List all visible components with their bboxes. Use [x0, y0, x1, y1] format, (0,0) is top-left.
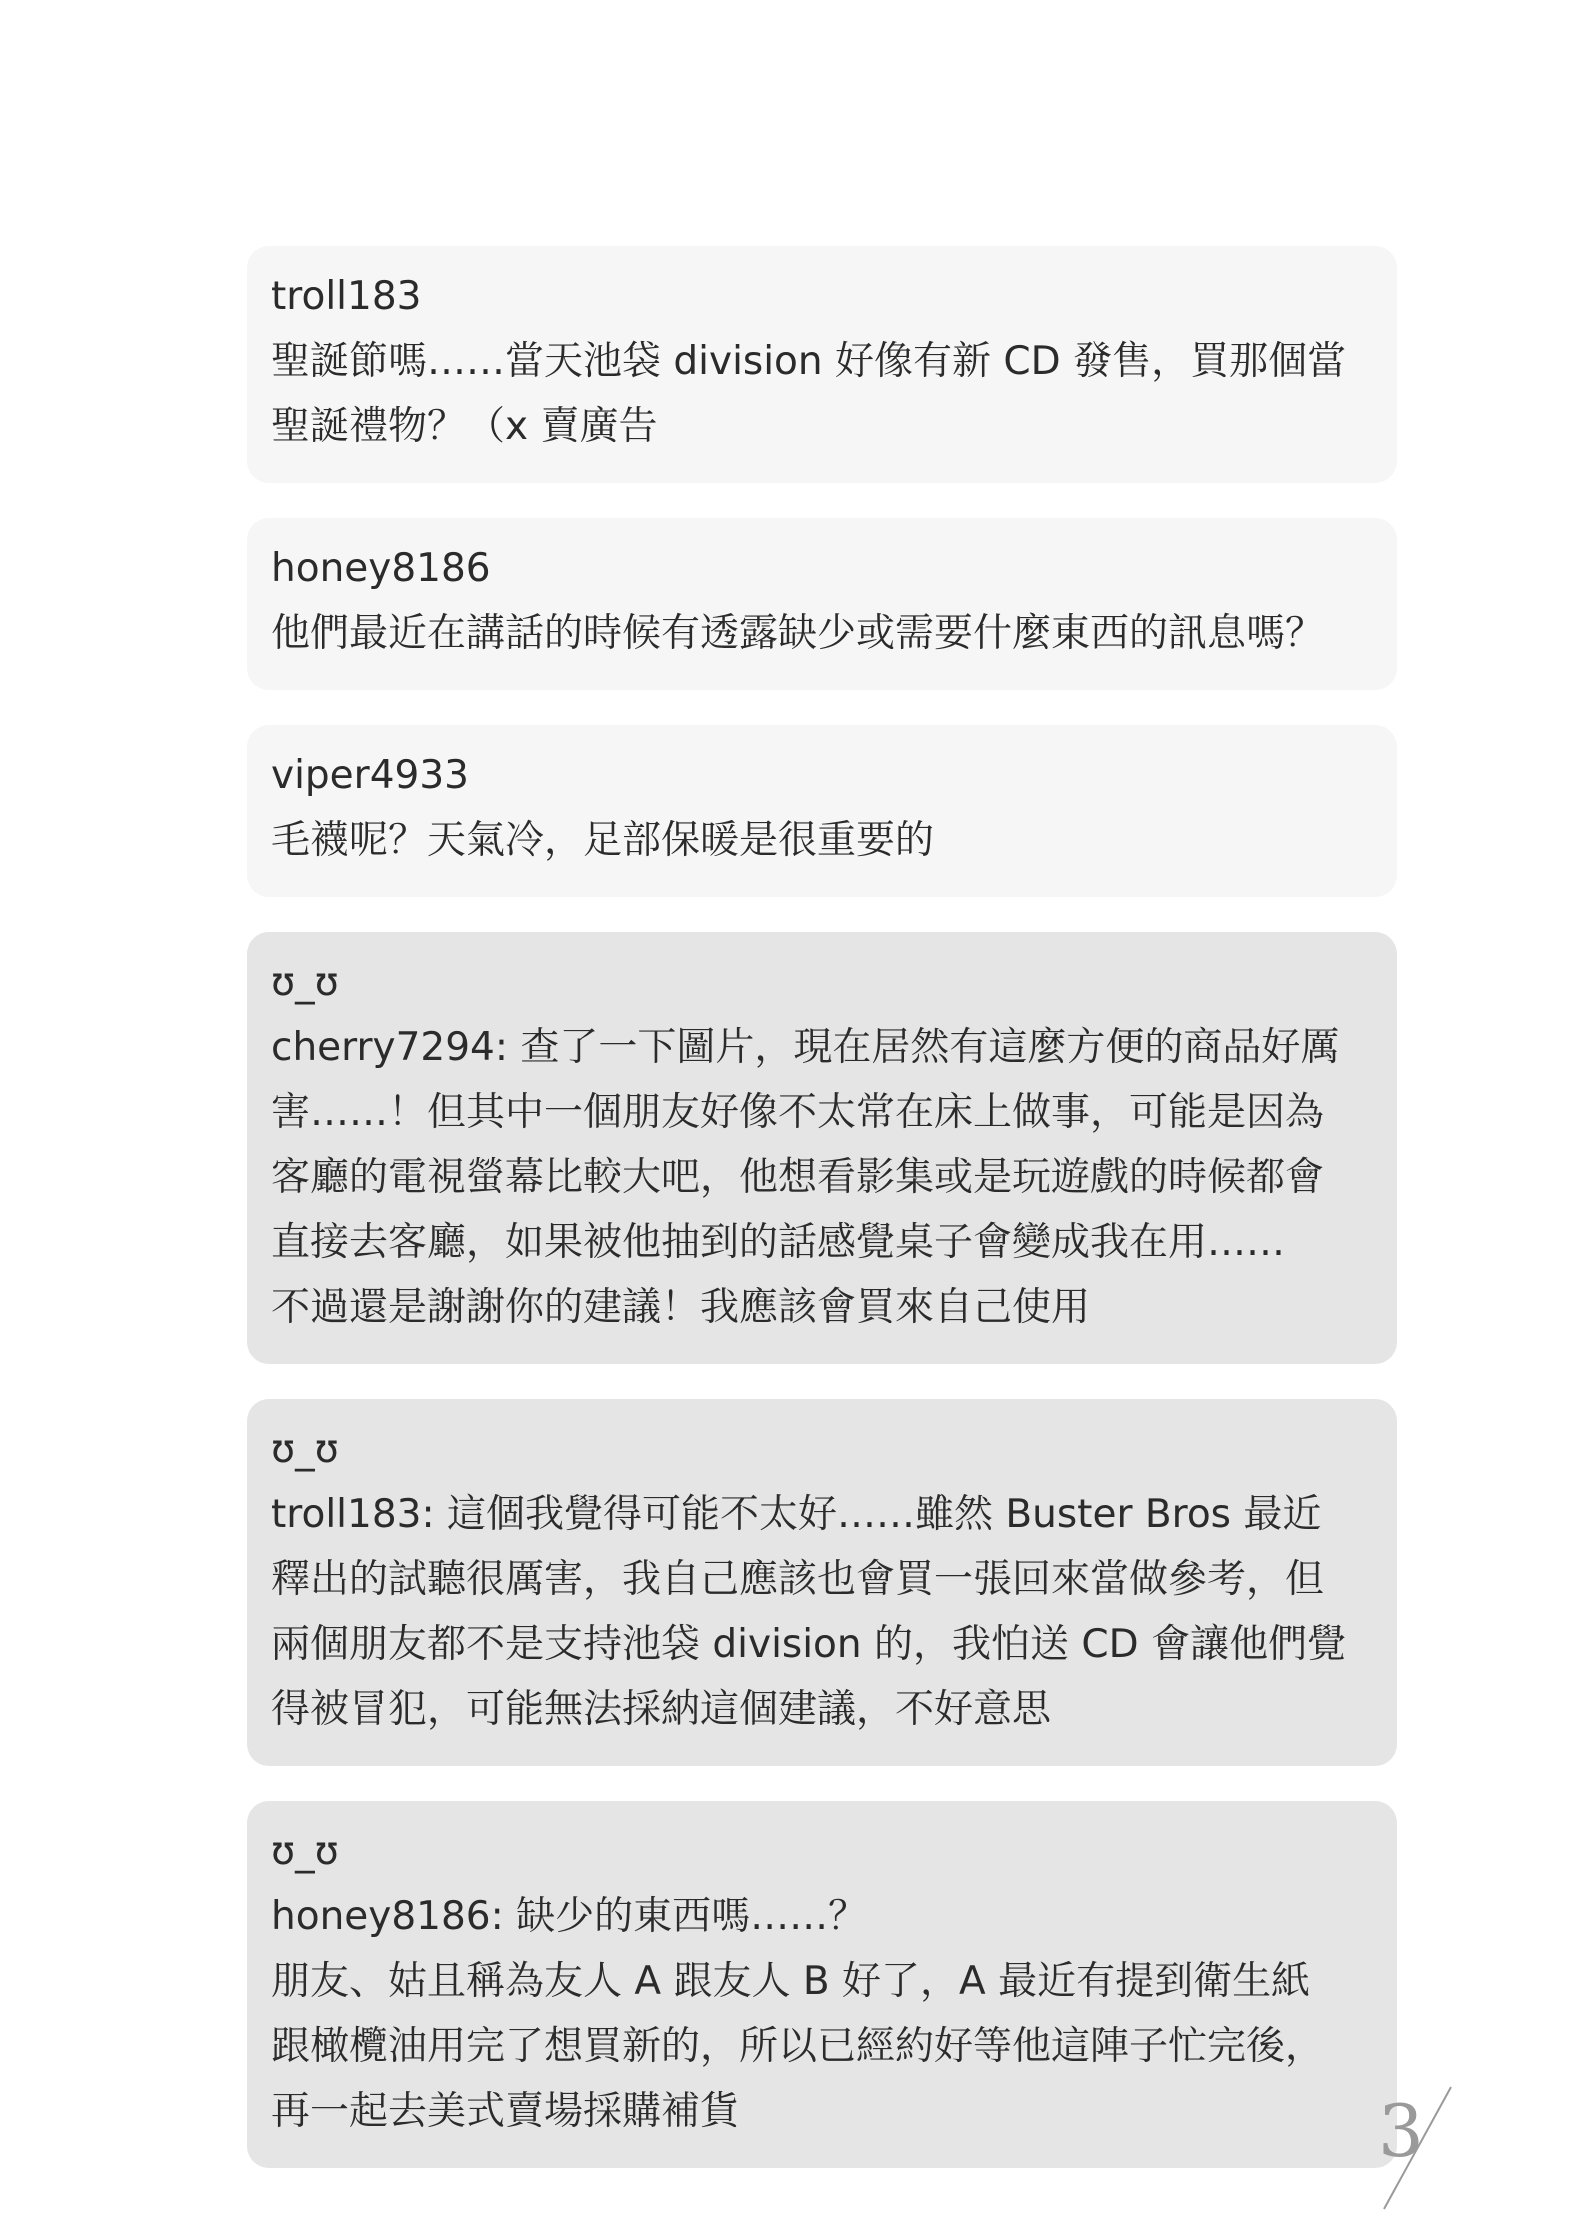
message-bubble: [247, 932, 1397, 1364]
message-bubble: [247, 518, 1397, 690]
message-text-line: 聖誕節嗎……當天池袋 division 好像有新 CD 發售，買那個當: [271, 339, 1347, 384]
page-number-text: 3: [1378, 2089, 1424, 2173]
message-text-line: 直接去客廳，如果被他抽到的話感覺桌子會變成我在用……: [271, 1220, 1286, 1265]
message-text-line: troll183: 這個我覺得可能不太好……雖然 Buster Bros 最近: [271, 1492, 1322, 1537]
message-text-line: 再一起去美式賣場採購補貨: [271, 2089, 740, 2134]
page-number: [1368, 2083, 1478, 2213]
message-sender: viper4933: [271, 753, 469, 798]
message-sender: honey8186: [271, 546, 491, 591]
message-bubble: [247, 725, 1397, 897]
message-bubble: [247, 246, 1397, 483]
message-sender: ʊ_ʊ: [271, 1829, 339, 1874]
message-text-line: 不過還是謝謝你的建議！我應該會買來自己使用: [271, 1285, 1091, 1330]
message-text-line: 得被冒犯，可能無法採納這個建議，不好意思: [271, 1687, 1052, 1732]
message-text-line: 聖誕禮物？（x 賣廣告: [271, 404, 658, 449]
message-text-line: 害……！但其中一個朋友好像不太常在床上做事，可能是因為: [271, 1090, 1325, 1135]
message-bubble: [247, 1399, 1397, 1766]
message-thread: [247, 246, 1397, 2203]
message-text-line: 客廳的電視螢幕比較大吧，他想看影集或是玩遊戲的時候都會: [271, 1155, 1325, 1200]
message-sender: ʊ_ʊ: [271, 960, 339, 1005]
message-text-line: 跟橄欖油用完了想買新的，所以已經約好等他這陣子忙完後，: [271, 2024, 1325, 2069]
message-text-line: honey8186: 缺少的東西嗎……？: [271, 1894, 868, 1939]
message-bubble: [247, 1801, 1397, 2168]
message-sender: troll183: [271, 274, 422, 319]
message-text-line: 兩個朋友都不是支持池袋 division 的，我怕送 CD 會讓他們覺: [271, 1622, 1347, 1667]
message-text-line: 朋友、姑且稱為友人 A 跟友人 B 好了，A 最近有提到衛生紙: [271, 1959, 1311, 2004]
message-text-line: 毛襪呢？天氣冷，足部保暖是很重要的: [271, 818, 935, 863]
page-number-slash-icon: [1368, 2083, 1478, 2213]
message-text-line: 他們最近在講話的時候有透露缺少或需要什麼東西的訊息嗎？: [271, 611, 1325, 656]
message-text-line: 釋出的試聽很厲害，我自己應該也會買一張回來當做參考，但: [271, 1557, 1325, 1602]
message-sender: ʊ_ʊ: [271, 1427, 339, 1472]
message-text-line: cherry7294: 查了一下圖片，現在居然有這麼方便的商品好厲: [271, 1025, 1340, 1070]
